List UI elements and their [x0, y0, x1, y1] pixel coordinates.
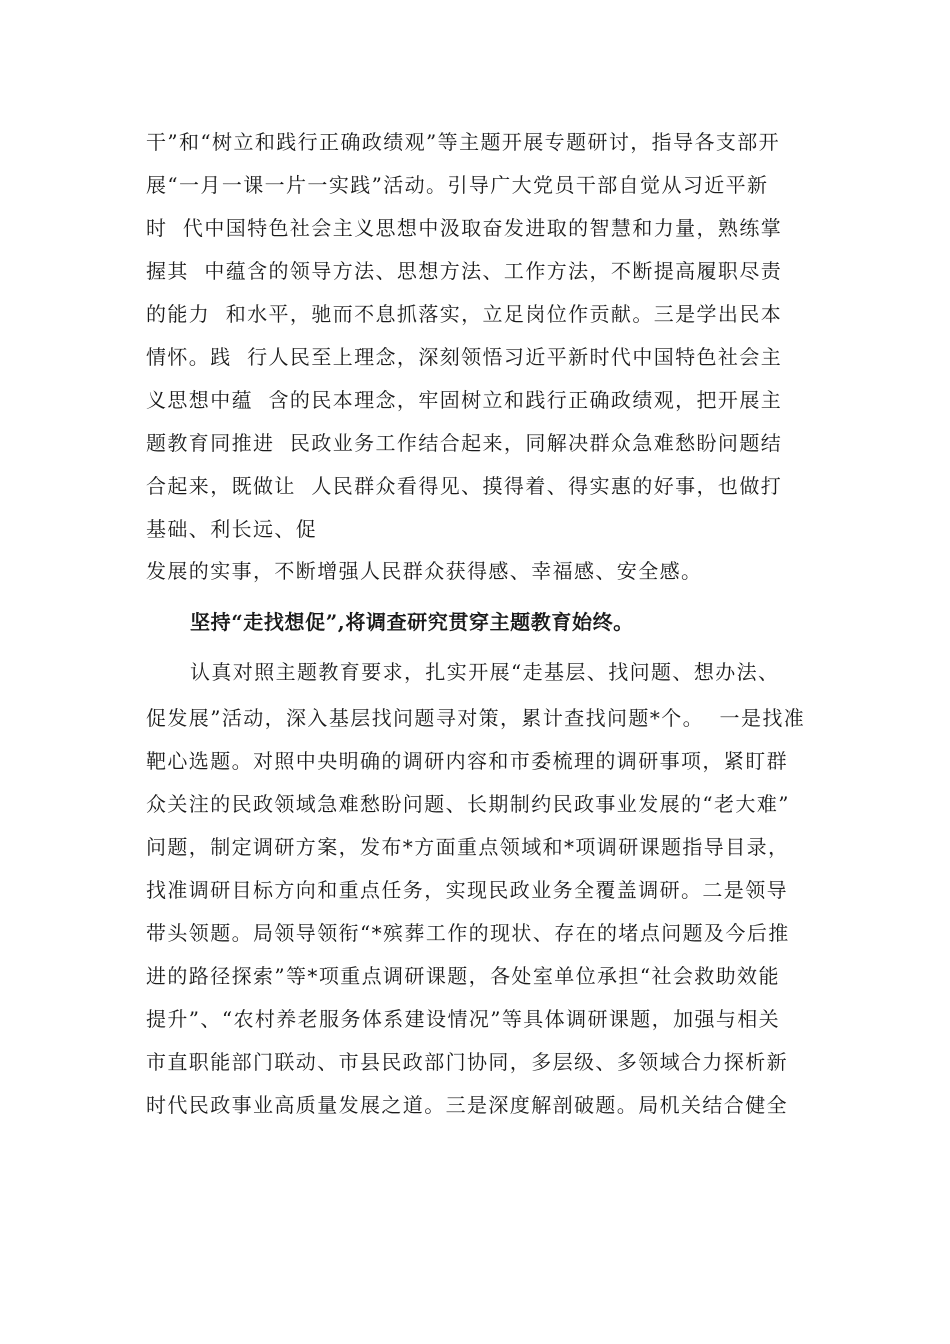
text-line: 情怀。践 行人民至上理念，深刻领悟习近平新时代中国特色社会主 [146, 345, 783, 369]
text-line: 找准调研目标方向和重点任务，实现民政业务全覆盖调研。二是领导 [146, 878, 788, 902]
text-line: 带头领题。局领导领衔“*殡葬工作的现状、存在的堵点问题及今后推 [146, 921, 790, 945]
text-line: 众关注的民政领域急难愁盼问题、长期制约民政事业发展的“老大难” [146, 792, 790, 816]
text-line: 干”和“树立和践行正确政绩观”等主题开展专题研讨，指导各支部开 [146, 130, 781, 154]
text-line: 问题，制定调研方案，发布*方面重点领域和*项调研课题指导目录， [146, 835, 790, 859]
section-heading: 坚持“走找想促”,将调查研究贯穿主题教育始终。 [190, 610, 634, 634]
text-line: 市直职能部门联动、市县民政部门协同，多层级、多领域合力探析新 [146, 1050, 788, 1074]
text-line: 展“一月一课一片一实践”活动。引导广大党员干部自觉从习近平新 [146, 173, 769, 197]
text-line: 促发展”活动，深入基层找问题寻对策，累计查找问题*个。 一是找准 [146, 706, 806, 730]
text-line: 认真对照主题教育要求，扎实开展“走基层、找问题、想办法、 [190, 660, 780, 684]
text-line: 题教育同推进 民政业务工作结合起来，同解决群众急难愁盼问题结 [146, 431, 783, 455]
text-line: 提升”、“农村养老服务体系建设情况”等具体调研课题，加强与相关 [146, 1007, 781, 1031]
text-line: 基础、利长远、促 [146, 517, 318, 541]
text-line: 时代民政事业高质量发展之道。三是深度解剖破题。局机关结合健全 [146, 1093, 788, 1117]
text-line: 握其 中蕴含的领导方法、思想方法、工作方法，不断提高履职尽责 [146, 259, 783, 283]
text-line: 合起来，既做让 人民群众看得见、摸得着、得实惠的好事，也做打 [146, 474, 783, 498]
text-line: 靶心选题。对照中央明确的调研内容和市委梳理的调研事项，紧盯群 [146, 749, 788, 773]
text-line: 时 代中国特色社会主义思想中汲取奋发进取的智慧和力量，熟练掌 [146, 216, 783, 240]
text-line: 进的路径探索”等*项重点调研课题，各处室单位承担“社会救助效能 [146, 964, 780, 988]
text-line: 发展的实事，不断增强人民群众获得感、幸福感、安全感。 [146, 559, 703, 583]
text-line: 义思想中蕴 含的民本理念，牢固树立和践行正确政绩观，把开展主 [146, 388, 783, 412]
text-line: 的能力 和水平，驰而不息抓落实，立足岗位作贡献。三是学出民本 [146, 302, 783, 326]
